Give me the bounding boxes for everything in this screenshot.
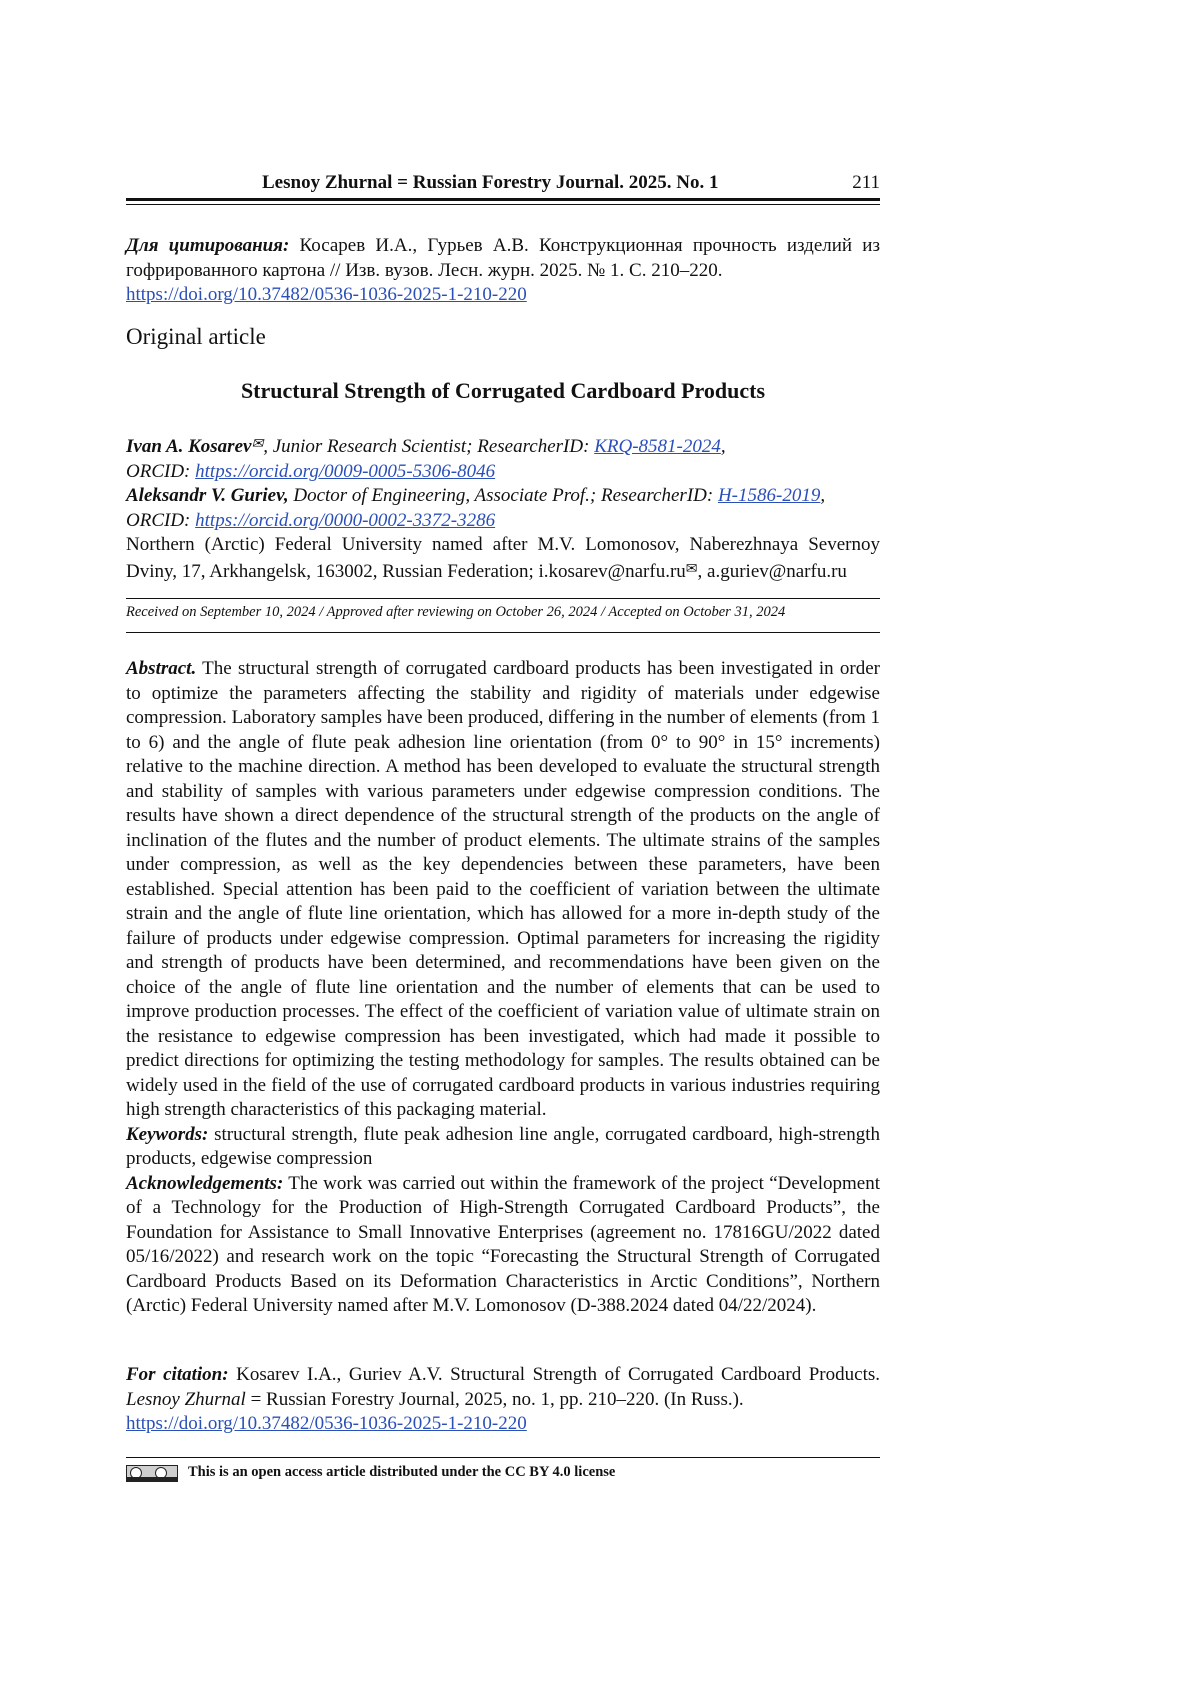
author-1-researcherid-link[interactable]: KRQ-8581-2024 — [594, 436, 721, 457]
author-2-orcid-link[interactable]: https://orcid.org/0000-0002-3372-3286 — [195, 510, 495, 531]
dates-rule-bottom — [126, 632, 880, 633]
en-citation-text-1: Kosarev I.A., Guriev A.V. Structural Strength of Corrugated Cardboard Products. — [229, 1364, 880, 1385]
abstract-text: The structural strength of corrugated cardboard products has been investigated in order to optimize the parameters affecting the stability and rigidity of materials under edgewise compression. Laboratory samples have been produced, differing in the number of elements (from 1 to 6) and the angle of flute peak adhesion line orientation (from 0° to 90° in 15° increments) relative to the machine direction. A method has been developed to evaluate the structural strength and stability of samples with various parameters under edgewise compression conditions. The results have shown a direct dependence of the structural strength of the products on the angle of inclination of the flutes and the number of product elements. The ultimate strains of the samples under compression, as well as the key dependencies between these parameters, have been established. Special attention has been paid to the coefficient of variation between the ultimate strain and the angle of flute line orientation, which has allowed for a more in-depth study of the failure of products under edgewise compression. Optimal parameters for increasing the rigidity and strength of products have been determined, and recommendations have been given on the choice of the angle of flute line orientation and the number of elements that can be used to improve production processes. The effect of the coefficient of variation value of ultimate strain on the resistance to edgewise compression has been investigated, which had made it possible to predict directions for optimizing the testing methodology for samples. The results obtained can be widely used in the field of the use of corrugated cardboard products in various industries requiring high strength characteristics of this packaging material. — [126, 658, 880, 1120]
author-2-email: , a.guriev@narfu.ru — [698, 561, 847, 582]
en-citation-text-2: = Russian Forestry Journal, 2025, no. 1, pp. 210–220. (In Russ.). — [246, 1389, 744, 1410]
article-dates: Received on September 10, 2024 / Approved after reviewing on October 26, 2024 / Accepted on October 31, 2024 — [126, 604, 880, 621]
keywords-label: Keywords: — [126, 1124, 208, 1145]
author-2-researcherid-link[interactable]: H-1586-2019 — [718, 485, 820, 506]
license-rule — [126, 1457, 880, 1458]
en-citation-journal: Lesnoy Zhurnal — [126, 1389, 246, 1410]
author-1-role: , Junior Research Scientist; ResearcherID: — [263, 436, 594, 457]
author-2-name: Aleksandr V. Guriev, — [126, 485, 289, 506]
author-1-orcid-label: ORCID: — [126, 461, 195, 482]
acknowledgements — [126, 1172, 880, 1319]
page-number: 211 — [852, 172, 880, 194]
author-1-name: Ivan A. Kosarev — [126, 436, 251, 457]
acknowledgements-text: The work was carried out within the framework of the project “Development of a Technology for the Production of High-Strength Corrugated Cardboard Products”, the Foundation for Assistance to Small Innovative Enterprises (agreement no. 17816GU/2022 dated 05/16/2022) and research work on the topic “Forecasting the Structural Strength of Corrugated Cardboard Products Based on its Deformation Characteristics in Arctic Conditions”, Northern (Arctic) Federal University named after M.V. Lomonosov (D-388.2024 dated 04/22/2024). — [126, 1173, 880, 1317]
abstract-section — [126, 657, 880, 1319]
acknowledgements-label: Acknowledgements: — [126, 1173, 283, 1194]
authors-block: Ivan A. Kosarev✉, Junior Research Scientist; ResearcherID: KRQ-8581-2024, ORCID: https://orcid.org/0009-0005-5306-8046 Aleksandr V. Guriev, Doctor of Engineering, Associate Prof.; ResearcherID: H-1586-2019, ORCID: https://orcid.org/0000-0002-3372-3286 Northern (Arctic) Federal University named after M.V. Lomonosov, Naberezhnaya Severnoy Dviny, 17, Arkhangelsk, 163002, Russian Federation; i.kosarev@narfu.ru✉, a.guriev@narfu.ru — [126, 433, 880, 584]
ru-citation — [126, 234, 880, 308]
cc-by-license-icon — [126, 1465, 178, 1482]
affiliation: Northern (Arctic) Federal University named after M.V. Lomonosov, Naberezhnaya Severnoy Dviny, 17, Arkhangelsk, 163002, Russian Federation; i.kosarev@narfu.ru — [126, 534, 880, 582]
envelope-icon: ✉ — [686, 562, 698, 577]
en-citation-label: For citation: — [126, 1364, 229, 1385]
header-rule-thick — [126, 198, 880, 201]
article-type: Original article — [126, 324, 880, 350]
author-1-orcid-link[interactable]: https://orcid.org/0009-0005-5306-8046 — [195, 461, 495, 482]
license-text: This is an open access article distributed under the CC BY 4.0 license — [188, 1464, 615, 1481]
header-rule-thin — [126, 204, 880, 205]
ru-citation-label: Для цитирования: — [126, 235, 289, 256]
license-block — [126, 1463, 880, 1485]
journal-header: Lesnoy Zhurnal = Russian Forestry Journal. 2025. No. 1 — [262, 172, 719, 194]
ru-citation-text: Косарев И.А., Гурьев А.В. Конструкционная прочность изделий из гофрированного картона // Изв. вузов. Лесн. журн. 2025. № 1. С. 210–220. — [126, 235, 880, 281]
en-citation — [126, 1363, 880, 1437]
ru-citation-doi-link[interactable]: https://doi.org/10.37482/0536-1036-2025-1-210-220 — [126, 284, 527, 305]
article-title: Structural Strength of Corrugated Cardboard Products — [126, 378, 880, 404]
en-citation-doi-link[interactable]: https://doi.org/10.37482/0536-1036-2025-1-210-220 — [126, 1413, 527, 1434]
paper-page — [0, 0, 1200, 1697]
dates-rule-top — [126, 598, 880, 599]
keywords — [126, 1123, 880, 1172]
author-2-role: Doctor of Engineering, Associate Prof.; ResearcherID: — [289, 485, 718, 506]
keywords-text: structural strength, flute peak adhesion line angle, corrugated cardboard, high-strength products, edgewise compression — [126, 1124, 880, 1170]
abstract-label: Abstract. — [126, 658, 196, 679]
author-2-orcid-label: ORCID: — [126, 510, 195, 531]
envelope-icon: ✉ — [251, 437, 263, 452]
abstract — [126, 657, 880, 1123]
